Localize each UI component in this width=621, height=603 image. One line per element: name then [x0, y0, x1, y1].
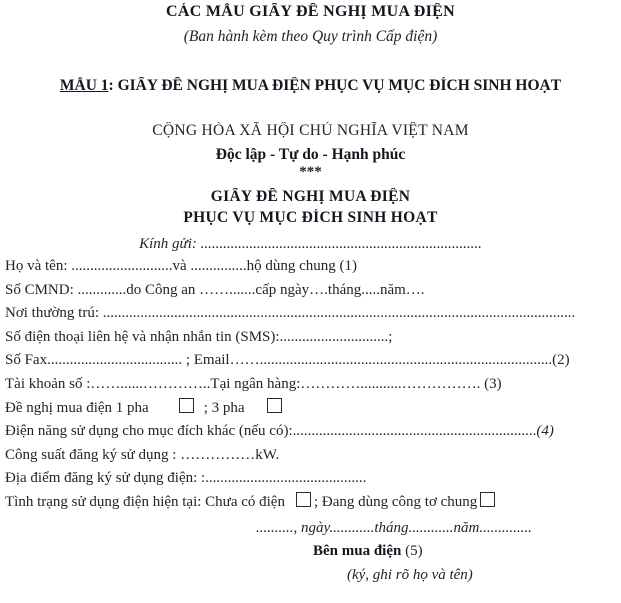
form-number: MẪU 1 — [59, 77, 109, 94]
checkbox-3-phase — [267, 398, 282, 413]
page-subtitle: (Ban hành kèm theo Quy trình Cấp điện) — [183, 28, 438, 45]
field-full-name: Họ và tên: ...........................và ...............hộ dùng chung (1) — [5, 258, 358, 274]
form-title-rest: : GIẤY ĐỀ NGHỊ MUA ĐIỆN PHỤC VỤ MỤC ĐÍCH SINH HOẠT — [108, 77, 562, 94]
field-usage-location: Địa điểm đăng ký sử dụng điện: :........................................... — [5, 470, 367, 487]
field-residence: Nơi thường trú: .............................................................................................................................. — [5, 305, 576, 322]
date-line: .........., ngày............tháng............năm.............. — [256, 519, 532, 536]
sign-note: (ký, ghi rõ họ và tên) — [347, 566, 473, 583]
shared-meter-label: ; Đang dùng công tơ chung — [313, 493, 478, 510]
document-page — [0, 3, 621, 587]
checkbox-1-phase — [179, 398, 194, 413]
signature-block — [0, 517, 621, 588]
current-status-label: Tình trạng sử dụng điện hiện tại: Chưa có điện — [5, 493, 285, 510]
field-current-status — [5, 491, 621, 515]
salutation-line: Kính gửi: ........................................................................... — [139, 236, 482, 252]
stars-separator: *** — [299, 164, 322, 180]
phase-request-label: Đề nghị mua điện 1 pha — [5, 399, 149, 416]
other-usage-text: Điện năng sử dụng cho mục đích khác (nếu có):................................................................. — [5, 423, 537, 440]
request-title-line2: PHỤC VỤ MỤC ĐÍCH SINH HOẠT — [183, 209, 438, 226]
form-label — [0, 77, 621, 95]
buyer-line — [313, 540, 621, 564]
field-id-card: Số CMND: .............do Công an …….......cấp ngày….tháng.....năm…. — [5, 281, 425, 298]
page-title: CÁC MẪU GIẤY ĐỀ NGHỊ MUA ĐIỆN — [166, 3, 455, 20]
checkbox-no-electricity — [296, 492, 311, 507]
checkbox-shared-meter — [480, 492, 495, 507]
field-other-usage — [5, 420, 621, 444]
field-bank-account: Tài khoản số :……......…………..Tại ngân hàng:…………...........……………. (3) — [5, 375, 502, 392]
field-fax-email: Số Fax.................................... ; Email……..............................................................................(2) — [5, 352, 570, 369]
other-usage-ref: (4) — [536, 423, 554, 440]
request-title-line1: GIẤY ĐỀ NGHỊ MUA ĐIỆN — [210, 188, 411, 205]
field-phase-request — [5, 397, 621, 421]
buyer-label: Bên mua điện — [313, 543, 402, 560]
national-header-motto: Độc lập - Tự do - Hạnh phúc — [215, 146, 406, 163]
field-registered-power: Công suất đăng ký sử dụng : ……………kW. — [5, 446, 280, 463]
field-phone-sms: Số điện thoại liên hệ và nhận nhắn tin (SMS):.............................; — [5, 328, 393, 345]
form-fields — [0, 255, 621, 515]
phase-3-label: ; 3 pha — [203, 399, 245, 416]
national-header-country: CỘNG HÒA XÃ HỘI CHỦ NGHĨA VIỆT NAM — [152, 122, 469, 139]
buyer-ref: (5) — [405, 543, 423, 560]
